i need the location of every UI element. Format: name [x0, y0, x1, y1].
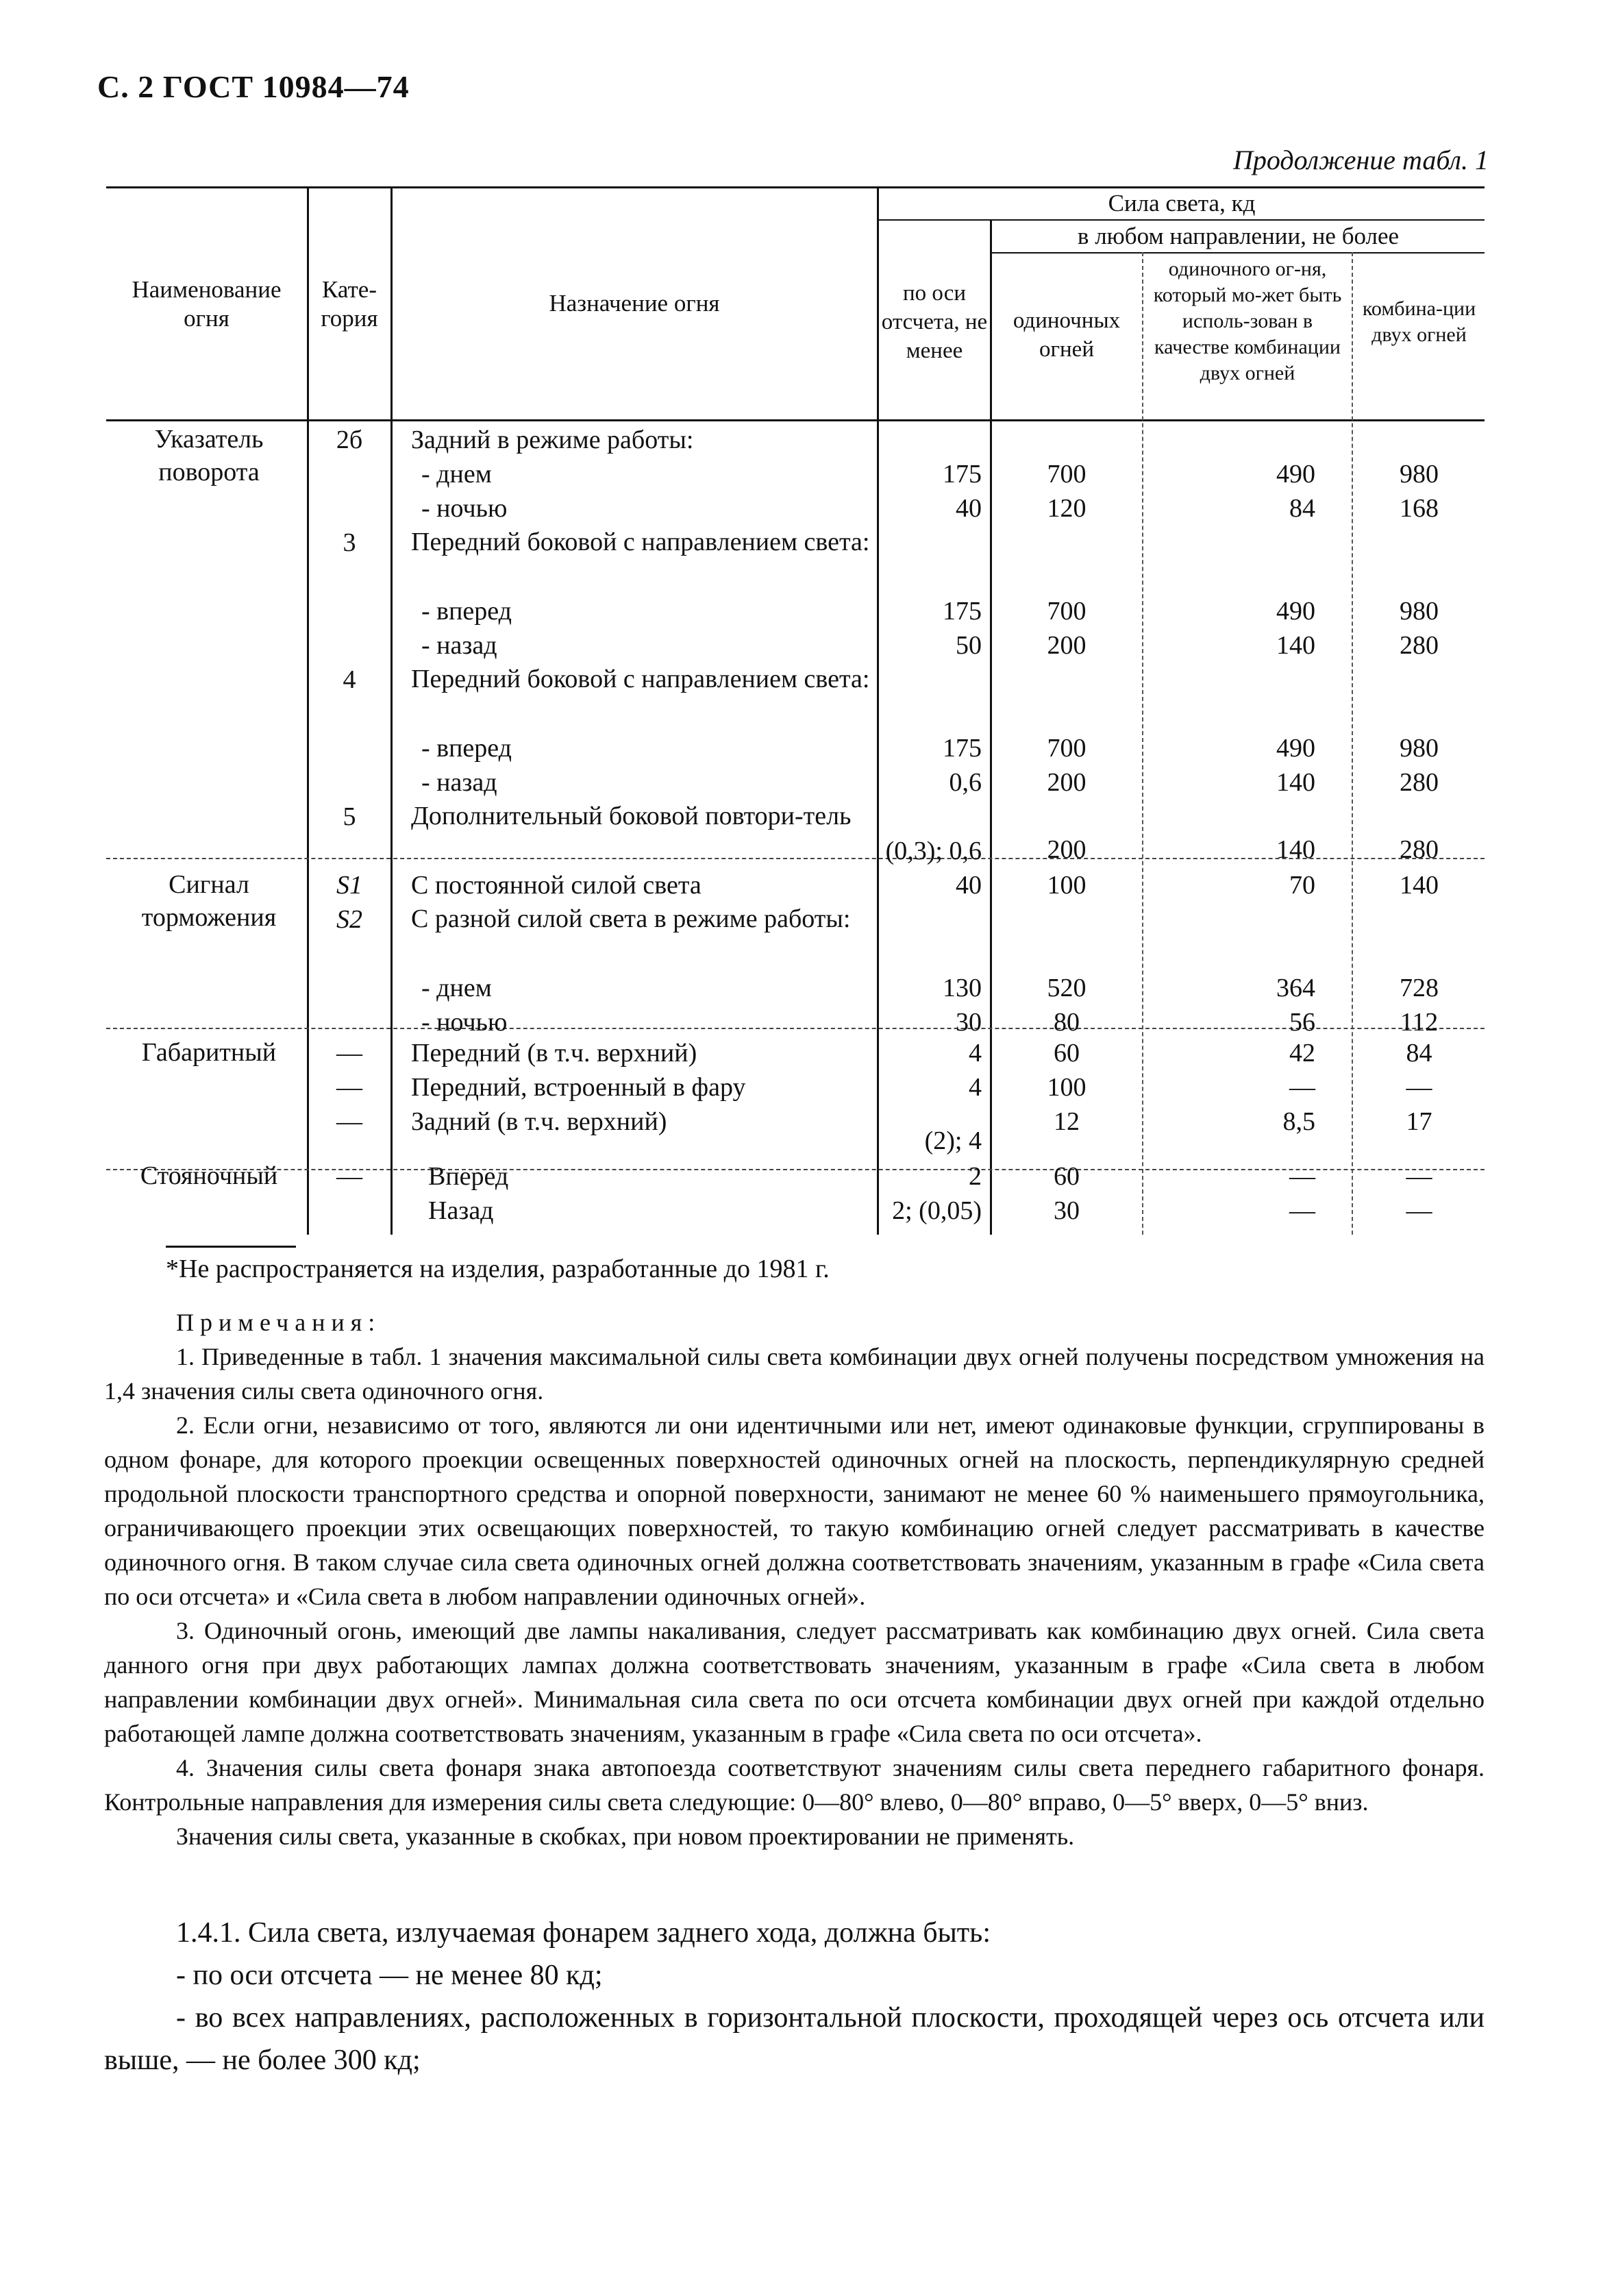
row-category: 5: [343, 802, 356, 831]
row-single-value: 60: [1054, 1162, 1080, 1191]
row-combo-value: 17: [1406, 1107, 1432, 1136]
row-category: 2б: [336, 425, 363, 454]
row-single-value: 30: [1054, 1196, 1080, 1225]
row-single-as-combo-value: 42: [1289, 1039, 1315, 1067]
row-single-value: 200: [1047, 768, 1087, 797]
header-single: одиночных огней: [1013, 308, 1121, 362]
row-axis-value: 40: [956, 871, 982, 900]
row-category: 3: [343, 528, 356, 557]
notes-title: Примечания:: [176, 1309, 382, 1336]
header-single-as-combo: одиночного ог-ня, который мо-жет быть исполь-зован в качестве комбинации двух огней: [1153, 258, 1342, 384]
row-purpose: С разной силой света в режиме работы:: [411, 904, 851, 933]
row-single-value: 100: [1047, 1073, 1087, 1102]
row-combo-value: 280: [1400, 835, 1439, 864]
header-any-direction: в любом направлении, не более: [1077, 223, 1400, 249]
row-purpose: - ночью: [421, 494, 508, 523]
row-purpose: Задний в режиме работы:: [411, 425, 694, 454]
row-axis-value: 175: [943, 597, 982, 626]
body-text: [104, 1912, 1485, 2082]
row-combo-value: 728: [1400, 974, 1439, 1002]
row-purpose: - днем: [421, 460, 492, 489]
footnote: *Не распространяется на изделия, разработанные до 1981 г.: [166, 1255, 830, 1283]
row-axis-value: 2: [969, 1162, 982, 1191]
row-single-as-combo-value: 490: [1276, 597, 1315, 626]
row-category: S1: [336, 871, 362, 900]
note-3: 3. Одиночный огонь, имеющий две лампы накаливания, следует рассматривать как комбинацию двух огней. Сила света данного огня при двух работающих лампах должна соответствовать значениям, указанным в графе «Сила света в любом направлении комбинации двух огней». Минимальная сила света по оси отсчета комбинации двух огней при каждой отдельно работающей лампе должна соответствовать значениям, указанным в графе «Сила света по оси отсчета».: [104, 1617, 1485, 1747]
row-category: 4: [343, 665, 356, 694]
row-purpose: - днем: [421, 974, 492, 1002]
row-category: —: [336, 1107, 362, 1136]
note-5: Значения силы света, указанные в скобках, при новом проектировании не применять.: [176, 1823, 1075, 1850]
body-paragraph-3: - во всех направлениях, расположенных в горизонтальной плоскости, проходящей через ось отсчета или выше, — не более 300 кд;: [104, 2002, 1485, 2076]
row-axis-value: 4: [969, 1073, 982, 1102]
row-purpose: - ночью: [421, 1008, 508, 1037]
row-single-as-combo-value: 140: [1276, 835, 1315, 864]
row-single-value: 200: [1047, 631, 1087, 660]
row-combo-value: 140: [1400, 871, 1439, 900]
row-single-as-combo-value: 8,5: [1282, 1107, 1315, 1136]
row-combo-value: —: [1406, 1162, 1432, 1191]
row-combo-value: —: [1406, 1196, 1432, 1225]
row-axis-value: 50: [956, 631, 982, 660]
row-purpose: Назад: [428, 1196, 494, 1225]
header-category: Кате-гория: [321, 276, 378, 332]
row-single-value: 12: [1054, 1107, 1080, 1136]
row-single-value: 60: [1054, 1039, 1080, 1067]
footnote-rule: [166, 1246, 296, 1248]
row-name: Стояночный: [140, 1161, 278, 1190]
table-continued-label: Продолжение табл. 1: [1232, 145, 1489, 175]
row-combo-value: 168: [1400, 494, 1439, 523]
row-single-as-combo-value: 364: [1276, 974, 1315, 1002]
row-category: S2: [336, 905, 362, 934]
row-single-as-combo-value: 70: [1289, 871, 1315, 900]
row-single-value: 700: [1047, 597, 1087, 626]
row-single-as-combo-value: 490: [1276, 460, 1315, 489]
row-name: Габаритный: [141, 1038, 277, 1067]
row-single-as-combo-value: 140: [1276, 768, 1315, 797]
row-single-as-combo-value: —: [1289, 1073, 1315, 1102]
row-purpose: Передний боковой с направлением света:: [411, 665, 870, 693]
row-combo-value: 980: [1400, 734, 1439, 763]
row-name: Сигнал торможения: [141, 870, 277, 932]
row-single-value: 80: [1054, 1008, 1080, 1037]
row-purpose: Вперед: [428, 1162, 509, 1191]
row-combo-value: 84: [1406, 1039, 1432, 1067]
row-purpose: Передний, встроенный в фару: [411, 1073, 746, 1102]
row-combo-value: —: [1406, 1073, 1432, 1102]
row-axis-value: (2); 4: [924, 1126, 982, 1155]
row-axis-value: (0,3); 0,6: [885, 837, 982, 865]
row-single-value: 520: [1047, 974, 1087, 1002]
row-axis-value: 40: [956, 494, 982, 523]
row-purpose: Передний боковой с направлением света:: [411, 528, 870, 556]
row-combo-value: 980: [1400, 460, 1439, 489]
row-axis-value: 30: [956, 1008, 982, 1037]
row-single-value: 120: [1047, 494, 1087, 523]
row-single-as-combo-value: 84: [1289, 494, 1315, 523]
row-single-as-combo-value: 140: [1276, 631, 1315, 660]
header-combo: комбина-ции двух огней: [1362, 297, 1476, 346]
row-single-value: 700: [1047, 734, 1087, 763]
row-single-as-combo-value: —: [1289, 1196, 1315, 1225]
notes-section: [104, 1305, 1485, 1853]
note-1: 1. Приведенные в табл. 1 значения максимальной силы света комбинации двух огней получены посредством умножения на 1,4 значения силы света одиночного огня.: [104, 1343, 1485, 1405]
page-header: С. 2 ГОСТ 10984—74: [97, 69, 410, 104]
row-axis-value: 130: [943, 974, 982, 1002]
row-axis-value: 4: [969, 1039, 982, 1067]
row-axis-value: 0,6: [949, 768, 982, 797]
row-single-value: 100: [1047, 871, 1087, 900]
header-name: Наименование огня: [132, 276, 282, 332]
body-paragraph-1: 1.4.1. Сила света, излучаемая фонарем заднего хода, должна быть:: [176, 1917, 991, 1949]
note-2: 2. Если огни, независимо от того, являются ли они идентичными или нет, имеют одинаковые функции, сгруппированы в одном фонаре, для которого проекции освещенных поверхностей одиночных огней на плоскость, перпендикулярную средней продольной плоскости транспортного средства и опорной поверхности, занимают не менее 60 % наименьшего прямоугольника, ограничивающего проекции этих освещающих поверхностей, то такую комбинацию огней следует рассматривать в качестве одиночного огня. В таком случае сила света одиночных огней должна соответствовать значениям, указанным в графе «Сила света по оси отсчета» и «Сила света в любом направлении одиночных огней».: [104, 1411, 1485, 1610]
row-combo-value: 112: [1400, 1008, 1439, 1037]
row-single-as-combo-value: 490: [1276, 734, 1315, 763]
row-single-as-combo-value: —: [1289, 1162, 1315, 1191]
row-purpose: - вперед: [421, 734, 512, 763]
row-axis-value: 2; (0,05): [892, 1196, 982, 1225]
row-purpose: Передний (в т.ч. верхний): [411, 1039, 697, 1067]
row-purpose: Дополнительный боковой повтори-тель: [411, 802, 852, 830]
row-single-value: 200: [1047, 835, 1087, 864]
note-4: 4. Значения силы света фонаря знака автопоезда соответствуют значениям силы света переднего габаритного фонаря. Контрольные направления для измерения силы света следующие: 0—80° влево, 0—80° вправо, 0—5° вверх, 0—5° вниз.: [104, 1754, 1485, 1816]
row-purpose: С постоянной силой света: [411, 871, 702, 900]
row-combo-value: 280: [1400, 631, 1439, 660]
body-paragraph-2: - по оси отсчета — не менее 80 кд;: [176, 1960, 603, 1991]
row-combo-value: 980: [1400, 597, 1439, 626]
row-single-as-combo-value: 56: [1289, 1008, 1315, 1037]
row-axis-value: 175: [943, 460, 982, 489]
light-intensity-table: [106, 186, 1485, 1235]
row-name: Указатель поворота: [154, 425, 264, 486]
row-category: —: [336, 1039, 362, 1067]
row-combo-value: 280: [1400, 768, 1439, 797]
header-purpose: Назначение огня: [549, 290, 720, 317]
row-axis-value: 175: [943, 734, 982, 763]
header-axis: по оси отсчета, не менее: [881, 281, 988, 363]
row-purpose: Задний (в т.ч. верхний): [411, 1107, 667, 1136]
row-category: —: [336, 1162, 362, 1191]
row-purpose: - назад: [421, 768, 497, 797]
row-category: —: [336, 1073, 362, 1102]
row-single-value: 700: [1047, 460, 1087, 489]
row-purpose: - назад: [421, 631, 497, 660]
row-purpose: - вперед: [421, 597, 512, 626]
header-intensity: Сила света, кд: [1108, 190, 1256, 217]
